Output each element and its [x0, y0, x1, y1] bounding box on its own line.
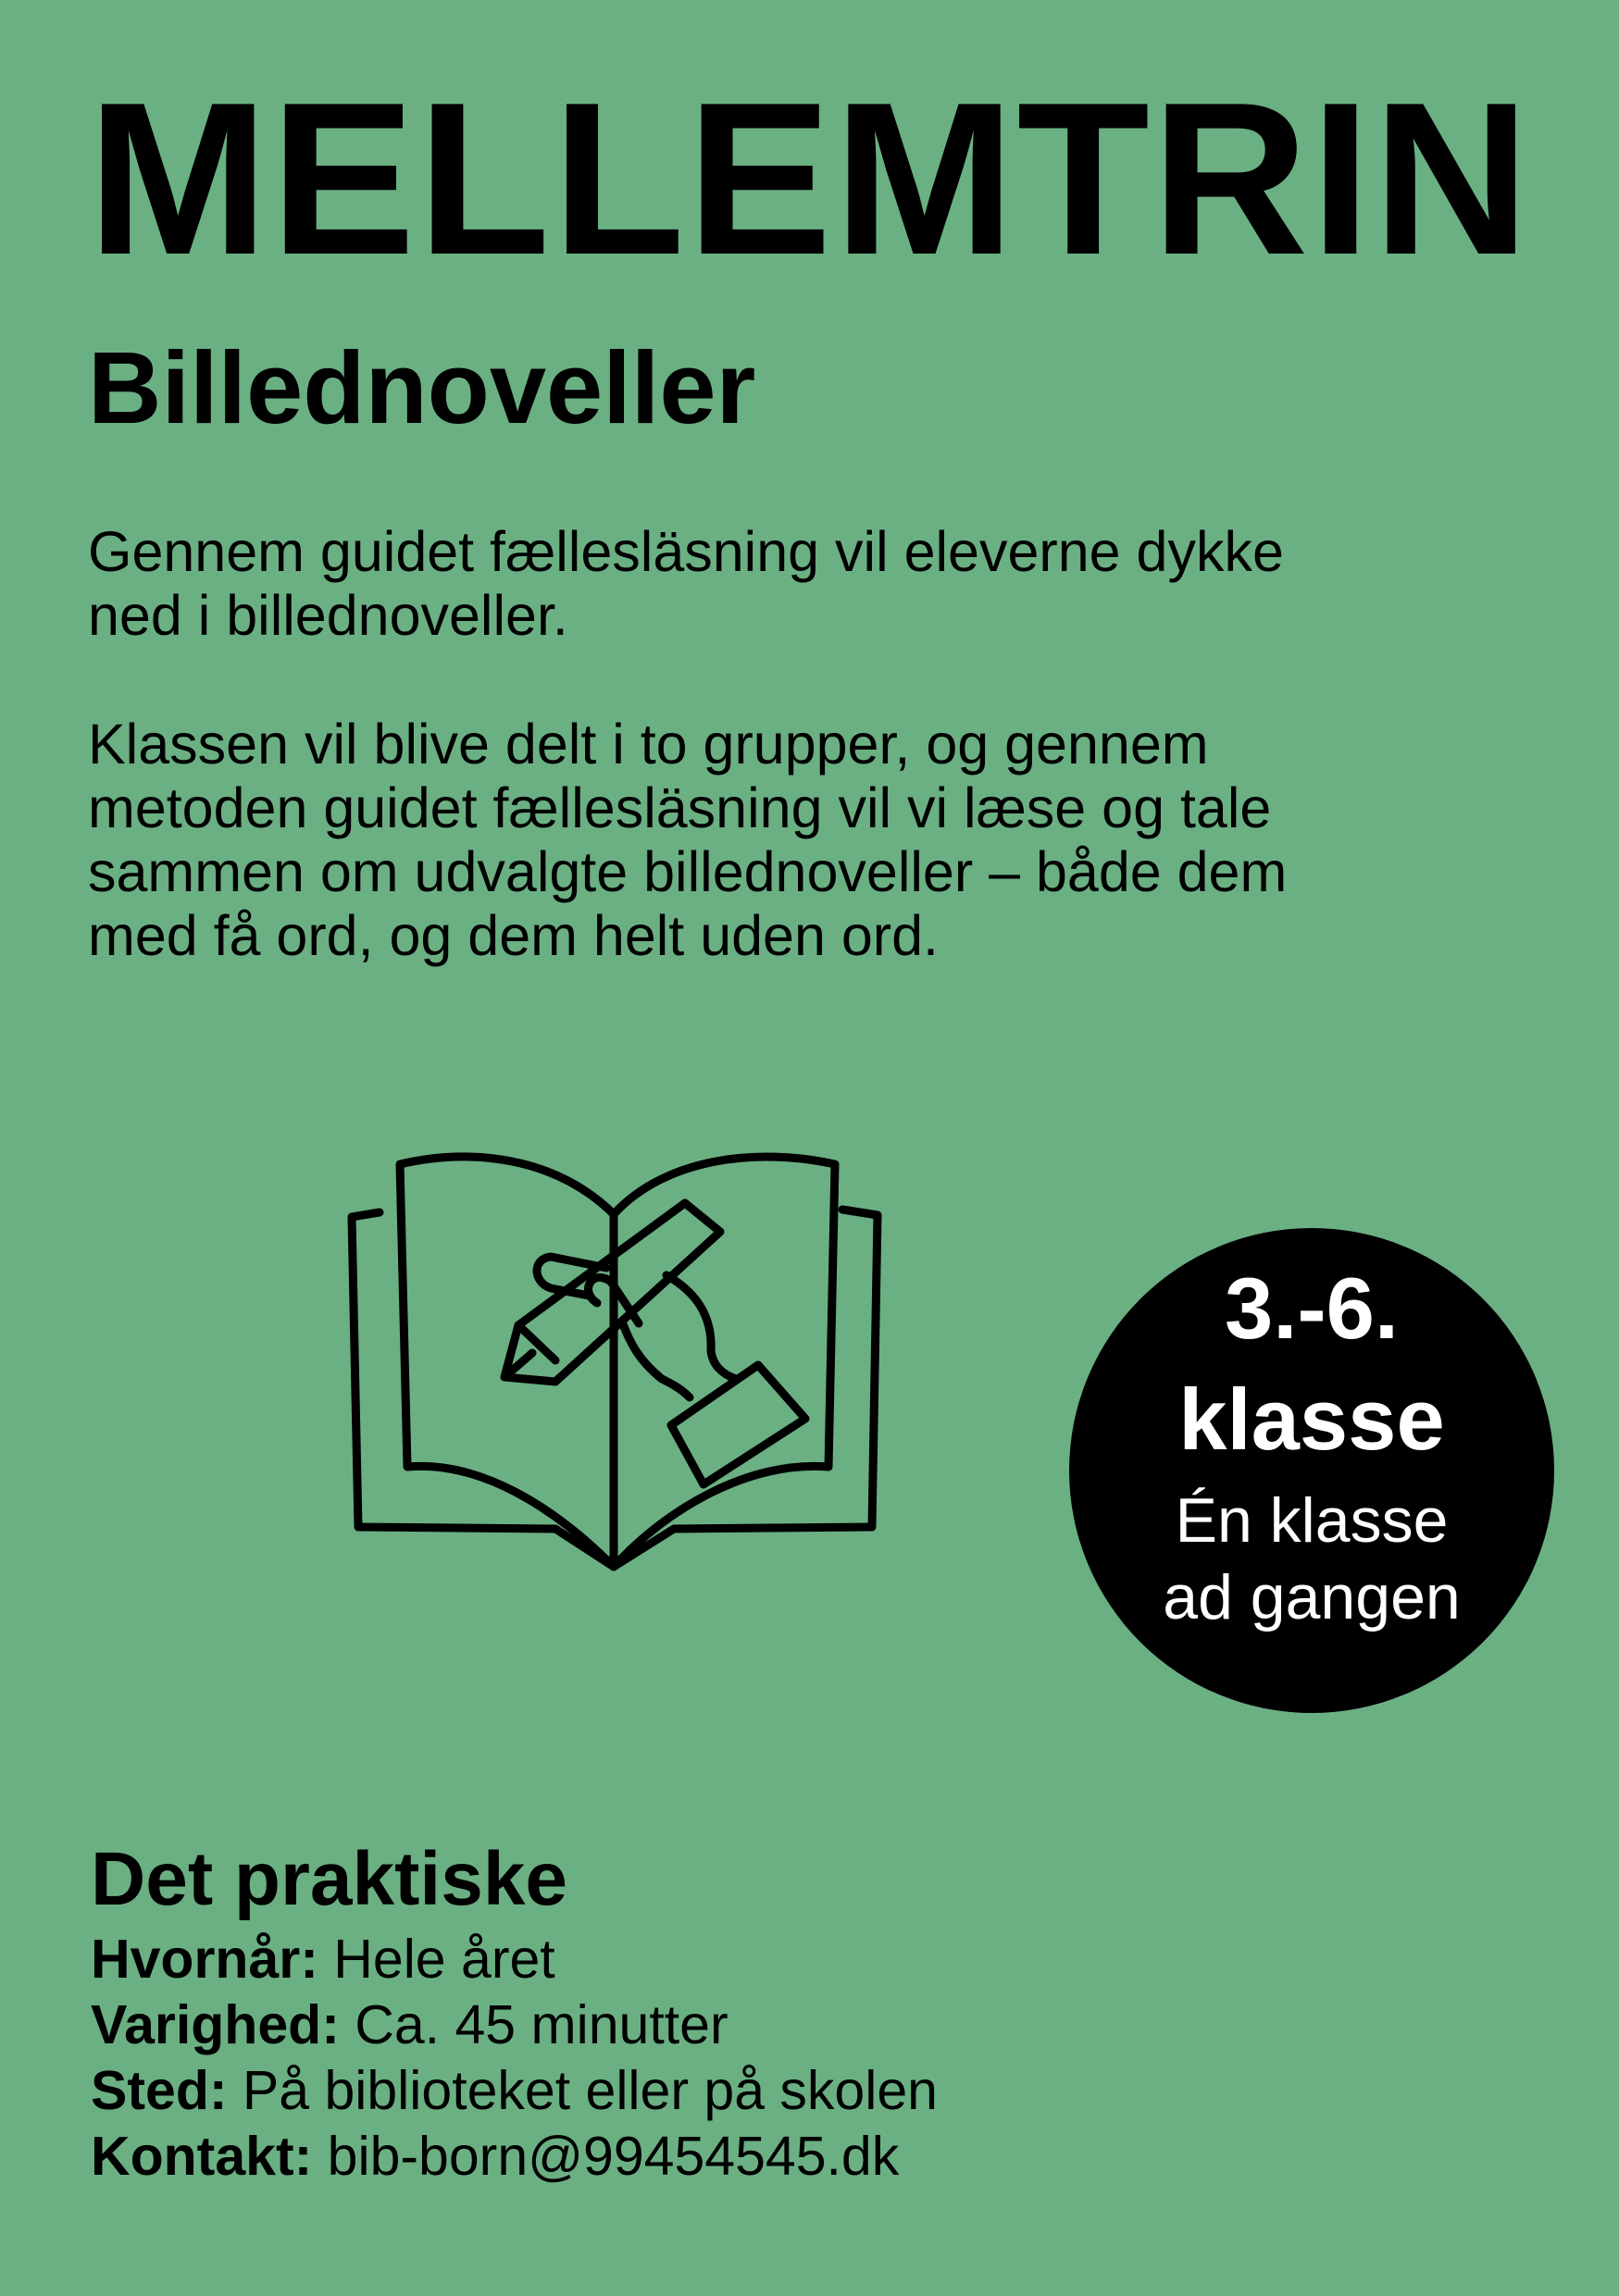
info-row-duration [91, 1992, 938, 2058]
text-line: ned i billednoveller. [88, 584, 568, 647]
info-value: På biblioteket eller på skolen [227, 2060, 938, 2121]
grade-badge [1069, 1228, 1554, 1713]
practical-heading: Det praktiske [91, 1837, 568, 1921]
info-row-place [91, 2058, 938, 2124]
text-line: Gennem guidet fællesläsning vil eleverne dykke [88, 520, 1284, 583]
badge-grade-label: klasse [1178, 1371, 1445, 1468]
section-title: Billednoveller [88, 331, 756, 445]
book-with-writing-hand-icon [342, 1152, 889, 1578]
text-line: metoden guidet fællesläsning vil vi læse og tale [88, 776, 1272, 839]
intro-paragraph-2 [88, 713, 1430, 968]
contact-email: bib-born@99454545.dk [312, 2126, 900, 2187]
info-label: Sted: [91, 2060, 228, 2121]
info-value: Hele året [318, 1929, 555, 1990]
badge-note-line: Én klasse [1175, 1485, 1449, 1556]
badge-note-line: ad gangen [1163, 1562, 1461, 1632]
badge-grade-number: 3.-6. [1224, 1260, 1400, 1357]
info-label: Kontakt: [91, 2126, 313, 2187]
text-line: Klassen vil blive delt i to grupper, og gennem [88, 713, 1209, 776]
intro-paragraph-1 [88, 520, 1430, 648]
text-line: sammen om udvalgte billednoveller – både dem [88, 840, 1288, 903]
practical-info [91, 1837, 938, 2190]
info-label: Hvornår: [91, 1929, 318, 1990]
page-title: MELLEMTRIN [87, 56, 1532, 300]
info-label: Varighed: [91, 1994, 340, 2055]
text-line: med få ord, og dem helt uden ord. [88, 904, 939, 967]
info-row-contact [91, 2124, 938, 2190]
info-value: Ca. 45 minutter [339, 1994, 729, 2055]
info-row-when [91, 1927, 938, 1992]
